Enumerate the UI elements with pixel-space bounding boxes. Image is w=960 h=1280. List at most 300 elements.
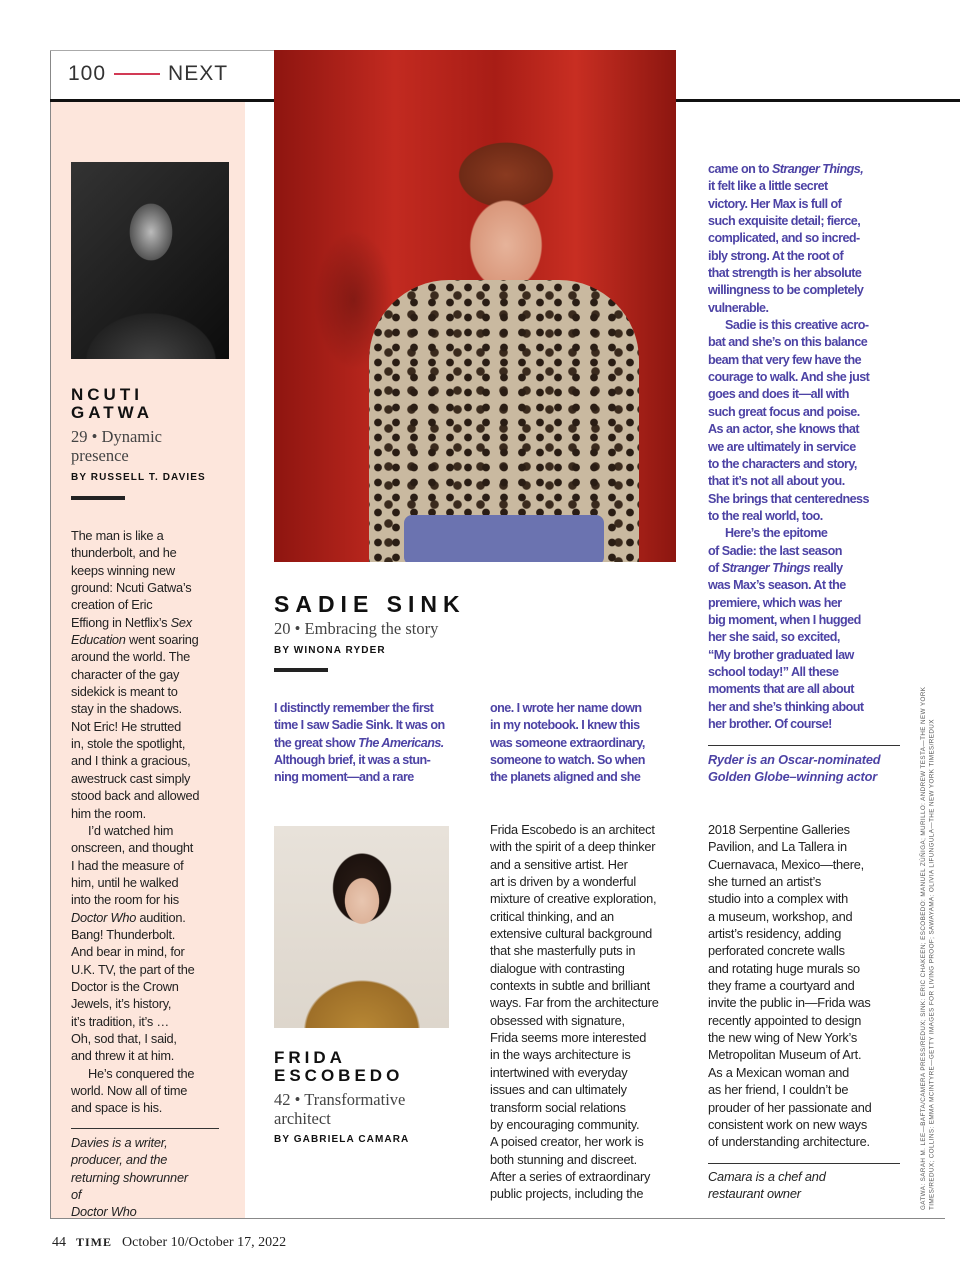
body-text: invite the public in—Frida was <box>708 995 871 1011</box>
body-text: the great show <box>274 735 359 750</box>
body-text: A poised creator, her work is <box>490 1134 644 1150</box>
body-text: and threw it at him. <box>71 1048 175 1064</box>
body-text: Here’s the epitome <box>725 526 828 541</box>
body-text: character of the gay <box>71 666 180 682</box>
text-line <box>708 942 872 959</box>
text-line <box>708 1185 826 1202</box>
frida-bio <box>708 1168 826 1203</box>
text-line <box>71 1065 199 1082</box>
text-line <box>71 926 199 943</box>
text-line <box>490 717 645 734</box>
text-line <box>490 942 659 959</box>
sadie-sink-photo <box>274 50 676 562</box>
body-text: perforated concrete walls <box>708 943 845 959</box>
frida-name-line: ESCOBEDO <box>274 1066 404 1085</box>
text-line <box>708 577 869 594</box>
text-line <box>708 716 869 733</box>
frida-deck <box>274 1090 405 1128</box>
body-text: in the ways architecture is <box>490 1047 631 1063</box>
text-line <box>490 700 645 717</box>
text-line <box>490 908 659 925</box>
body-text: restaurant owner <box>708 1186 801 1202</box>
body-text: a museum, workshop, and <box>708 908 853 924</box>
text-line <box>71 1013 199 1030</box>
emphasis-text: Stranger Things, <box>771 162 864 176</box>
body-text: it’s tradition, it’s … <box>71 1013 169 1029</box>
text-line <box>71 805 199 822</box>
body-text: 2018 Serpentine Galleries <box>708 822 850 837</box>
sadie-bio <box>708 751 880 786</box>
page-frame-top <box>50 50 275 51</box>
text-line <box>708 352 869 369</box>
text-line <box>708 196 869 213</box>
text-line <box>71 562 199 579</box>
text-line <box>71 1203 188 1220</box>
gatwa-deck-line: 29 • Dynamic <box>71 427 163 446</box>
body-text: Cuernavaca, Mexico—there, <box>708 856 864 872</box>
body-text: time I saw Sadie Sink. It was on <box>274 718 445 733</box>
gatwa-name <box>71 386 153 422</box>
text-line <box>708 178 869 195</box>
body-text: returning showrunner <box>71 1169 188 1185</box>
text-line <box>71 1099 199 1116</box>
sadie-body-col2 <box>490 700 645 787</box>
gatwa-name-line: NCUTI <box>71 385 143 404</box>
text-line <box>490 1151 659 1168</box>
text-line <box>708 1081 872 1098</box>
byline-bar <box>71 496 125 500</box>
gatwa-deck-line: presence <box>71 446 129 465</box>
text-line <box>708 1099 872 1116</box>
emphasis-text: The Americans. <box>358 735 444 750</box>
text-line <box>71 995 199 1012</box>
text-line <box>71 1151 188 1168</box>
text-line <box>708 213 869 230</box>
page-footer <box>52 1235 286 1251</box>
body-text: extensive cultural background <box>490 926 653 942</box>
gatwa-byline: BY RUSSELL T. DAVIES <box>71 472 206 483</box>
text-line <box>71 631 199 648</box>
body-text: Sadie is this creative acro- <box>725 318 869 333</box>
body-text: He’s conquered the <box>88 1065 195 1081</box>
text-line <box>71 648 199 665</box>
text-line <box>71 718 199 735</box>
text-line <box>71 1134 188 1151</box>
body-text: public projects, including the <box>490 1186 644 1202</box>
body-text: of Sadie: the last season <box>708 543 842 558</box>
body-text: audition. <box>136 909 186 925</box>
body-text: with the spirit of a deep thinker <box>490 839 656 855</box>
body-text: the new wing of New York’s <box>708 1030 858 1046</box>
text-line <box>708 681 869 698</box>
frida-escobedo-photo <box>274 826 449 1028</box>
text-line <box>708 525 869 542</box>
text-line <box>71 839 199 856</box>
text-line <box>490 735 645 752</box>
body-text: and space is his. <box>71 1100 163 1116</box>
body-text: such exquisite detail; fierce, <box>708 214 861 229</box>
body-text: As a Mexican woman and <box>708 1064 850 1080</box>
body-text: both stunning and discreet. <box>490 1151 637 1167</box>
body-text: really <box>810 560 843 575</box>
text-line <box>708 960 872 977</box>
body-text: contexts in subtle and brilliant <box>490 978 650 994</box>
body-text: Davies is a writer, <box>71 1135 168 1150</box>
body-text: intertwined with everyday <box>490 1064 628 1080</box>
body-text: dialogue with contrasting <box>490 960 625 976</box>
text-line <box>71 1082 199 1099</box>
text-line <box>708 404 869 421</box>
text-line <box>71 1169 188 1186</box>
text-line <box>71 579 199 596</box>
bio-rule <box>708 1163 900 1164</box>
gatwa-deck <box>71 427 162 465</box>
text-line <box>71 961 199 978</box>
body-text: Not Eric! He strutted <box>71 718 181 734</box>
body-text: Oh, sod that, I said, <box>71 1030 177 1046</box>
body-text: that strength is her absolute <box>708 266 862 281</box>
body-text: to the real world, too. <box>708 508 823 523</box>
emphasis-text: Stranger Things <box>721 560 811 575</box>
text-line <box>708 439 869 456</box>
text-line <box>71 1030 199 1047</box>
text-line <box>274 700 445 717</box>
emphasis-text: Education <box>71 632 126 648</box>
body-text: world. Now all of time <box>71 1083 188 1098</box>
text-line <box>708 647 869 664</box>
emphasis-text: Sex <box>170 614 192 630</box>
text-line <box>71 614 199 631</box>
body-text: recently appointed to design <box>708 1012 862 1028</box>
body-text: critical thinking, and an <box>490 908 614 924</box>
body-text: her she said, so excited, <box>708 630 840 645</box>
body-text: U.K. TV, the part of the <box>71 961 195 977</box>
text-line <box>708 994 872 1011</box>
text-line <box>708 1064 872 1081</box>
text-line <box>71 666 199 683</box>
header-number: 100 <box>68 62 107 85</box>
photo-credits: GATWA: SARAH M. LEE—BAFTA/CAMERA PRESS/REDUX; SINK: ERIC CHAKEEN; ESCOBEDO: MANUEL ZÚÑIGA; MURILLO: ANDREW TESTA—THE NEW YORK TIMES/REDUX; COLLINS: EMMA MCINTYRE—GETTY IMAGES FOR LIVING PROOF; SAWAYAMA: OLIVIA LIFUNGULA—THE NEW YORK TIMES/REDUX <box>920 686 936 1210</box>
body-text: I had the measure of <box>71 857 184 873</box>
body-text: ning moment—and a rare <box>274 770 414 785</box>
body-text: art is driven by a wonderful <box>490 874 636 890</box>
body-text: him, until he walked <box>71 874 179 890</box>
body-text: moments that are all about <box>708 682 854 697</box>
text-line <box>708 890 872 907</box>
text-line <box>71 822 199 839</box>
text-line <box>71 857 199 874</box>
skirt <box>404 515 604 562</box>
text-line <box>490 1081 659 1098</box>
body-text: courage to walk. And she just <box>708 370 870 385</box>
body-text: stay in the shadows. <box>71 701 182 717</box>
text-line <box>71 544 199 561</box>
text-line <box>71 596 199 613</box>
body-text: Pavilion, and La Tallera in <box>708 839 847 855</box>
body-text: I’d watched him <box>88 822 174 838</box>
bio-rule <box>71 1128 219 1129</box>
body-text: that it’s not all about you. <box>708 474 845 489</box>
body-text: such great focus and poise. <box>708 404 860 419</box>
text-line <box>708 161 869 178</box>
text-line <box>708 699 869 716</box>
body-text: him the room. <box>71 805 146 821</box>
text-line <box>71 683 199 700</box>
text-line <box>708 282 869 299</box>
body-text: as her friend, I couldn’t be <box>708 1082 849 1098</box>
text-line <box>490 1046 659 1063</box>
text-line <box>708 856 872 873</box>
body-text: bat and she’s on this balance <box>708 335 868 350</box>
magazine-name: TIME <box>76 1235 113 1249</box>
body-text: and rotating huge murals so <box>708 960 860 976</box>
text-line <box>708 925 872 942</box>
body-text: Camara is a chef and <box>708 1169 826 1184</box>
emphasis-text: Doctor Who <box>71 909 137 925</box>
text-line <box>708 230 869 247</box>
body-text: Ryder is an Oscar-nominated <box>708 752 881 767</box>
sadie-body-col1 <box>274 700 445 787</box>
body-text: of <box>708 560 722 575</box>
text-line <box>490 838 659 855</box>
body-text: big moment, when I hugged <box>708 612 861 627</box>
text-line <box>708 629 869 646</box>
body-text: it felt like a little secret <box>708 179 828 194</box>
body-text: Frida Escobedo is an architect <box>490 822 655 837</box>
body-text: ibly strong. At the root of <box>708 248 844 263</box>
body-text: ground: Ncuti Gatwa’s <box>71 580 192 596</box>
text-line <box>708 543 869 560</box>
body-text: “My brother graduated law <box>708 647 854 662</box>
text-line <box>490 1168 659 1185</box>
body-text: stood back and allowed <box>71 788 200 804</box>
frida-body-col2 <box>708 821 872 1151</box>
body-text: and a sensitive artist. Her <box>490 856 628 872</box>
text-line <box>274 769 445 786</box>
body-text: She brings that centeredness <box>708 491 869 506</box>
text-line <box>71 700 199 717</box>
body-text: artist’s residency, adding <box>708 926 842 942</box>
text-line <box>708 664 869 681</box>
text-line <box>708 248 869 265</box>
bio-rule <box>708 745 900 746</box>
section-header <box>68 62 228 86</box>
text-line <box>708 560 869 577</box>
body-text: Jewels, it’s history, <box>71 996 172 1012</box>
text-line <box>274 717 445 734</box>
text-line <box>708 265 869 282</box>
body-text: thunderbolt, and he <box>71 545 177 561</box>
body-text: around the world. The <box>71 649 191 665</box>
body-text: premiere, which was her <box>708 595 842 610</box>
text-line <box>708 595 869 612</box>
body-text: of understanding architecture. <box>708 1134 870 1150</box>
body-text: we are ultimately in service <box>708 439 856 454</box>
body-text: Metropolitan Museum of Art. <box>708 1047 862 1063</box>
text-line <box>708 1029 872 1046</box>
text-line <box>490 873 659 890</box>
text-line <box>708 317 869 334</box>
text-line <box>708 1116 872 1133</box>
text-line <box>708 821 872 838</box>
body-text: And bear in mind, for <box>71 944 185 960</box>
text-line <box>71 735 199 752</box>
body-text: transform social relations <box>490 1099 626 1115</box>
body-text: to the characters and story, <box>708 456 857 471</box>
body-text: complicated, and so incred- <box>708 231 860 246</box>
body-text: creation of Eric <box>71 597 153 613</box>
text-line <box>708 1168 826 1185</box>
body-text: ways. Far from the architecture <box>490 995 659 1011</box>
body-text: Frida seems more interested <box>490 1030 647 1046</box>
text-line <box>490 890 659 907</box>
body-text: she turned an artist’s <box>708 874 822 890</box>
page-number: 44 <box>52 1235 66 1250</box>
text-line <box>274 735 445 752</box>
text-line <box>490 977 659 994</box>
text-line <box>71 1047 199 1064</box>
body-text: was Max’s season. At the <box>708 578 846 593</box>
header-label: NEXT <box>168 62 229 85</box>
body-text: of <box>71 1187 82 1203</box>
text-line <box>490 821 659 838</box>
body-text: obsessed with signature, <box>490 1012 625 1028</box>
body-text: her brother. Of course! <box>708 717 832 731</box>
body-text: in my notebook. I knew this <box>490 718 640 733</box>
text-line <box>71 874 199 891</box>
text-line <box>708 456 869 473</box>
body-text: Doctor is the Crown <box>71 978 179 994</box>
text-line <box>71 770 199 787</box>
text-line <box>708 1012 872 1029</box>
body-text: studio into a complex with <box>708 891 849 907</box>
text-line <box>708 300 869 317</box>
issue-date: October 10/October 17, 2022 <box>122 1235 287 1250</box>
body-text: As an actor, she knows that <box>708 422 860 437</box>
body-text: Effiong in Netflix’s <box>71 614 171 630</box>
text-line <box>708 369 869 386</box>
gatwa-body <box>71 527 199 1117</box>
text-line <box>490 994 659 1011</box>
body-text: Bang! Thunderbolt. <box>71 926 176 942</box>
text-line <box>71 787 199 804</box>
text-line <box>708 768 880 785</box>
text-line <box>274 752 445 769</box>
sadie-deck: 20 • Embracing the story <box>274 619 439 638</box>
body-text: they frame a courtyard and <box>708 978 855 994</box>
body-text: Doctor Who <box>71 1204 137 1220</box>
body-text: one. I wrote her name down <box>490 701 642 715</box>
body-text: that she masterfully puts in <box>490 943 636 959</box>
text-line <box>708 908 872 925</box>
text-line <box>708 838 872 855</box>
body-text: sidekick is meant to <box>71 684 178 700</box>
text-line <box>71 891 199 908</box>
body-text: The man is like a <box>71 528 164 543</box>
text-line <box>490 1064 659 1081</box>
body-text: willingness to be completely <box>708 283 864 298</box>
body-text: victory. Her Max is full of <box>708 196 842 211</box>
body-text: in, stole the spotlight, <box>71 736 186 752</box>
text-line <box>490 1012 659 1029</box>
text-line <box>490 856 659 873</box>
frida-deck-line: architect <box>274 1109 331 1128</box>
body-text: onscreen, and thought <box>71 840 194 856</box>
body-text: I distinctly remember the first <box>274 701 434 715</box>
text-line <box>490 769 645 786</box>
sadie-byline: BY WINONA RYDER <box>274 645 386 656</box>
text-line <box>708 612 869 629</box>
text-line <box>708 473 869 490</box>
body-text: beam that very few have the <box>708 352 862 367</box>
text-line <box>490 925 659 942</box>
text-line <box>708 751 880 768</box>
text-line <box>490 1133 659 1150</box>
text-line <box>708 421 869 438</box>
body-text: by encouraging community. <box>490 1116 640 1132</box>
body-text: the planets aligned and she <box>490 770 641 785</box>
text-line <box>708 1133 872 1150</box>
body-text: goes and does it—all with <box>708 387 849 402</box>
gatwa-name-line: GATWA <box>71 403 154 422</box>
sadie-body-col3 <box>708 161 869 733</box>
body-text: went soaring <box>125 632 199 648</box>
body-text: her and she’s thinking about <box>708 699 864 714</box>
text-line <box>71 909 199 926</box>
text-line <box>71 752 199 769</box>
header-dash <box>114 73 160 75</box>
text-line <box>71 527 199 544</box>
sadie-name: SADIE SINK <box>274 591 466 617</box>
body-text: into the room for his <box>71 892 179 908</box>
text-line <box>708 1046 872 1063</box>
body-text: producer, and the <box>71 1152 168 1168</box>
frida-name-line: FRIDA <box>274 1048 346 1067</box>
gatwa-bio <box>71 1134 188 1221</box>
frida-deck-line: 42 • Transformative <box>274 1090 406 1109</box>
body-text: school today!” All these <box>708 664 839 679</box>
text-line <box>490 1185 659 1202</box>
body-text: someone to watch. So when <box>490 753 645 768</box>
text-line <box>71 978 199 995</box>
text-line <box>708 873 872 890</box>
body-text: After a series of extraordinary <box>490 1168 651 1184</box>
body-text: Although brief, it was a stun- <box>274 753 431 768</box>
text-line <box>490 960 659 977</box>
body-text: was someone extraordinary, <box>490 735 645 750</box>
byline-bar <box>274 668 328 672</box>
text-line <box>71 1186 188 1203</box>
text-line <box>490 1029 659 1046</box>
text-line <box>490 1116 659 1133</box>
body-text: vulnerable. <box>708 300 769 315</box>
text-line <box>708 334 869 351</box>
text-line <box>490 752 645 769</box>
body-text: and I think a gracious, <box>71 753 191 769</box>
text-line <box>71 943 199 960</box>
text-line <box>708 491 869 508</box>
ncuti-gatwa-photo <box>71 162 229 359</box>
frida-body-col1 <box>490 821 659 1203</box>
body-text: keeps winning new <box>71 562 175 578</box>
body-text: consistent work on new ways <box>708 1116 867 1132</box>
text-line <box>708 386 869 403</box>
frida-name <box>274 1049 403 1085</box>
frida-byline: BY GABRIELA CAMARA <box>274 1134 410 1145</box>
body-text: issues and can ultimately <box>490 1082 627 1098</box>
body-text: prouder of her passionate and <box>708 1099 872 1115</box>
body-text: came on to <box>708 162 772 176</box>
